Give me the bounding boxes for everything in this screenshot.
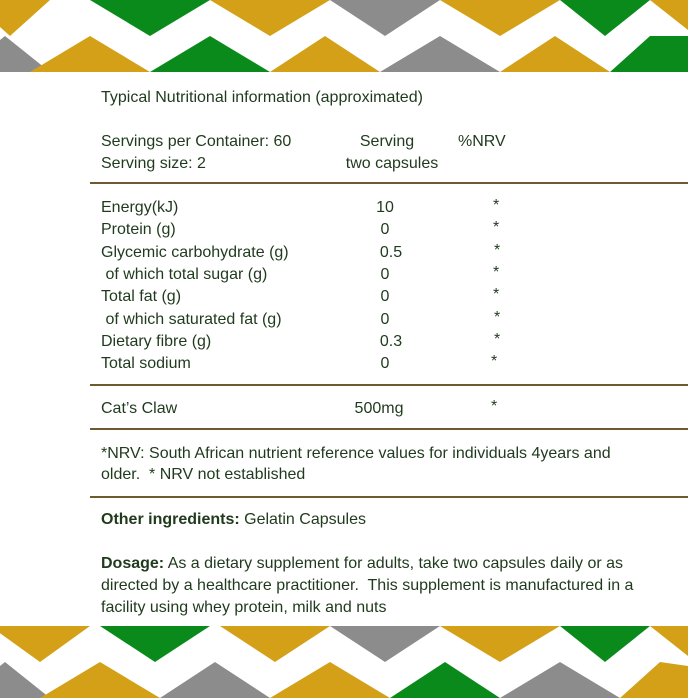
- panel-title: Typical Nutritional information (approximated): [101, 89, 423, 106]
- divider: [90, 496, 688, 498]
- nutrient-nrv: *: [493, 219, 500, 236]
- nutrient-name: Energy(kJ): [101, 199, 179, 216]
- nutrient-value: 0: [380, 221, 390, 238]
- nutrient-name: Protein (g): [101, 221, 176, 238]
- other-ingredients-text: Gelatin Capsules: [239, 511, 366, 528]
- top-diamond-pattern: [0, 0, 688, 72]
- dosage-line: [101, 554, 623, 574]
- bottom-diamond-pattern: [0, 626, 688, 698]
- serving-size: Serving size: 2: [101, 155, 206, 172]
- nutrient-value: 0: [380, 355, 390, 372]
- nutrient-name: Dietary fibre (g): [101, 333, 212, 350]
- col-nrv-header: %NRV: [458, 133, 506, 150]
- dosage-line: directed by a healthcare practitioner. This supplement is manufactured in a: [101, 577, 634, 594]
- active-ingredient-value: 500mg: [354, 400, 404, 417]
- nutrient-value: 0: [380, 311, 390, 328]
- nutrient-name: Total fat (g): [101, 288, 182, 305]
- dosage-label: Dosage:: [101, 555, 165, 572]
- col-serving-subheader: two capsules: [345, 155, 439, 172]
- nutrient-name: Glycemic carbohydrate (g): [101, 244, 289, 261]
- divider: [90, 384, 688, 386]
- nutrient-name: of which saturated fat (g): [101, 311, 282, 328]
- nutrient-value: 0: [380, 266, 390, 283]
- dosage-text: As a dietary supplement for adults, take two capsules daily or as: [164, 555, 624, 572]
- nutrient-nrv: *: [491, 353, 498, 370]
- nutrient-value: 10: [376, 199, 394, 216]
- footnote-line: *NRV: South African nutrient reference values for individuals 4years and: [101, 445, 611, 462]
- footnote-line: older. * NRV not established: [101, 466, 306, 483]
- other-ingredients-label: Other ingredients:: [101, 511, 240, 528]
- nutrient-nrv: *: [493, 286, 500, 303]
- active-ingredient-name: Cat’s Claw: [101, 400, 178, 417]
- nutrient-nrv: *: [494, 242, 501, 259]
- nutrient-name: of which total sugar (g): [101, 266, 268, 283]
- servings-per-container: Servings per Container: 60: [101, 133, 292, 150]
- dosage-line: facility using whey protein, milk and nuts: [101, 599, 387, 616]
- divider: [90, 428, 688, 430]
- nutrient-nrv: *: [493, 197, 500, 214]
- col-serving-header: Serving: [359, 133, 415, 150]
- nutrient-nrv: *: [494, 309, 501, 326]
- nutrient-nrv: *: [493, 264, 500, 281]
- active-ingredient-nrv: *: [491, 398, 498, 415]
- other-ingredients: [101, 510, 366, 530]
- divider: [90, 182, 688, 184]
- nutrient-nrv: *: [494, 331, 501, 348]
- nutrient-value: 0: [380, 288, 390, 305]
- nutrient-value: 0.3: [379, 333, 403, 350]
- nutrient-name: Total sodium: [101, 355, 191, 372]
- nutrient-value: 0.5: [379, 244, 403, 261]
